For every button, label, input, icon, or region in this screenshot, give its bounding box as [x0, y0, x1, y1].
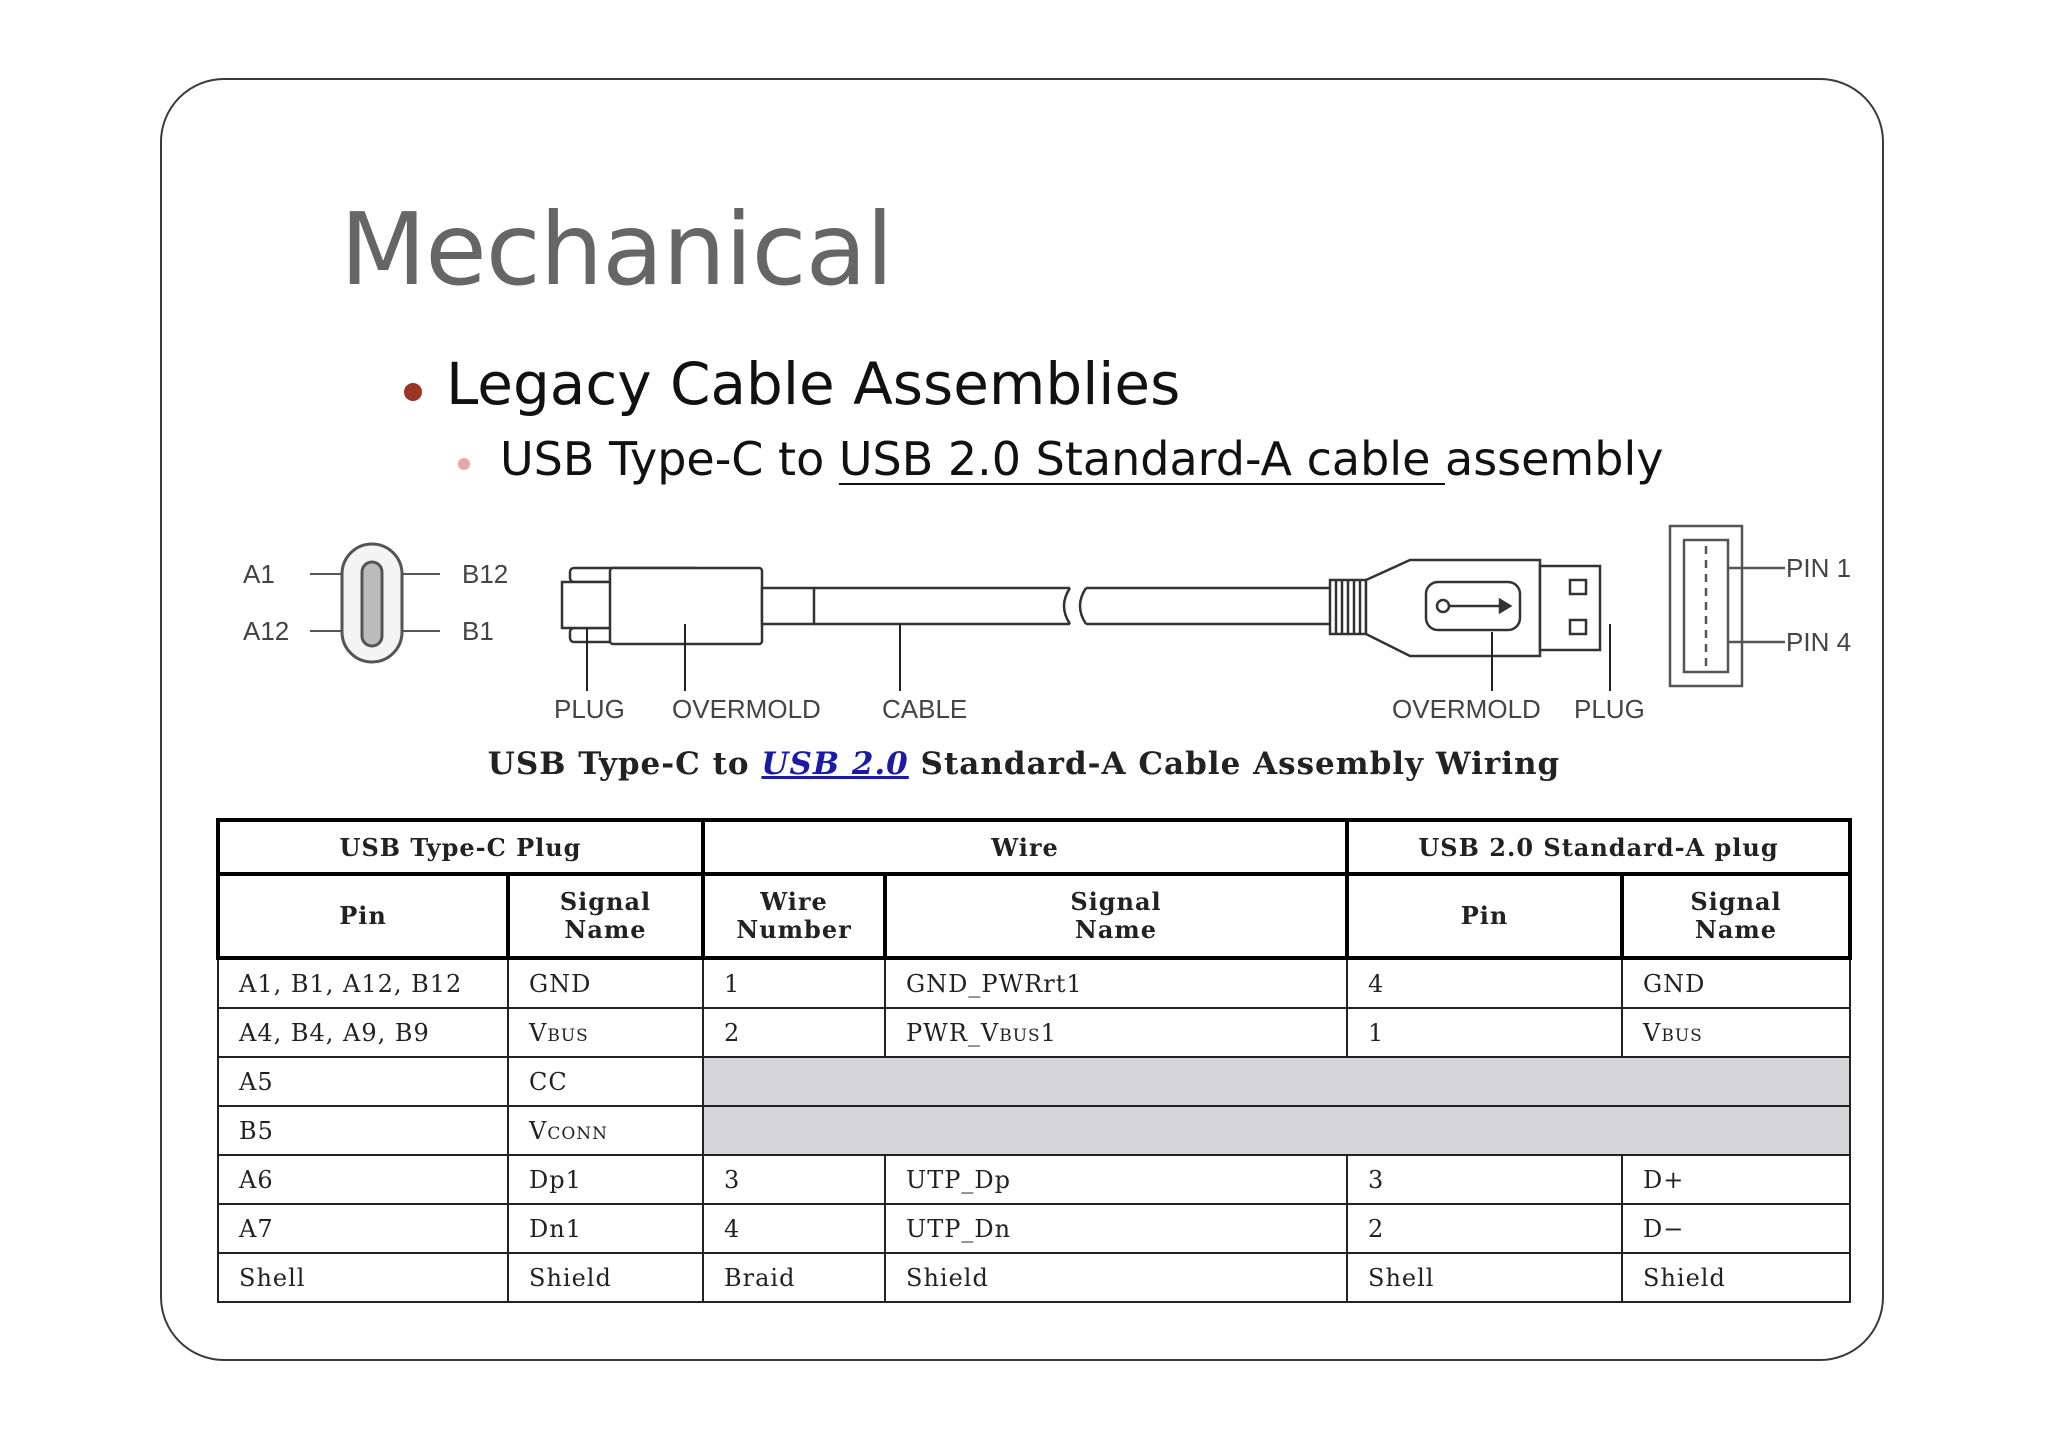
- callout-plug-left: PLUG: [554, 694, 625, 724]
- cell-usba-pin: 3: [1347, 1155, 1622, 1204]
- col-header-line: Wire: [760, 887, 828, 917]
- cable-illustration: [814, 588, 1330, 624]
- typec-label-a1: A1: [243, 559, 275, 589]
- col-header-line: Name: [564, 915, 647, 944]
- receptacle-label-pin1: PIN 1: [1786, 553, 1852, 583]
- bullet-level1-text: Legacy Cable Assemblies: [446, 350, 1181, 418]
- cell-not-connected: [703, 1106, 1850, 1155]
- cell-usba-signal: Shield: [1622, 1253, 1850, 1302]
- cell-typec-signal: Dn1: [508, 1204, 703, 1253]
- cell-typec-pin: B5: [218, 1106, 508, 1155]
- callout-overmold-left: OVERMOLD: [672, 694, 821, 724]
- table-column-header-row: [218, 874, 1850, 958]
- cell-typec-pin: A1, B1, A12, B12: [218, 958, 508, 1008]
- cell-wire-signal: Shield: [885, 1253, 1347, 1302]
- bullet-level2-text: [500, 432, 1664, 486]
- typec-face-illustration: [310, 544, 440, 662]
- table-row: [218, 1008, 1850, 1057]
- col-header-usba-pin: Pin: [1347, 874, 1622, 958]
- col-header-line: Signal: [1070, 887, 1162, 917]
- cell-typec-pin: Shell: [218, 1253, 508, 1302]
- cell-typec-signal: GND: [508, 958, 703, 1008]
- col-header-wire-signal: [885, 874, 1347, 958]
- diagram-caption: [0, 746, 2048, 782]
- col-header-usba-signal: [1622, 874, 1850, 958]
- group-header-usba: USB 2.0 Standard-A plug: [1347, 820, 1850, 874]
- cell-usba-signal: D+: [1622, 1155, 1850, 1204]
- group-header-wire: Wire: [703, 820, 1347, 874]
- col-header-line: Signal: [1690, 887, 1782, 917]
- col-header-typec-signal: [508, 874, 703, 958]
- cell-usba-pin: Shell: [1347, 1253, 1622, 1302]
- cell-not-connected: [703, 1057, 1850, 1106]
- col-header-line: Name: [1074, 915, 1158, 944]
- typec-label-b1: B1: [462, 616, 494, 646]
- cell-usba-signal: Vbus: [1622, 1008, 1850, 1057]
- caption-link-usb20[interactable]: USB 2.0: [761, 746, 909, 782]
- cell-usba-signal: D−: [1622, 1204, 1850, 1253]
- table-row: [218, 1106, 1850, 1155]
- cell-wire-signal: UTP_Dp: [885, 1155, 1347, 1204]
- caption-suffix: Standard-A Cable Assembly Wiring: [908, 746, 1561, 782]
- usb-a-receptacle-illustration: [1670, 526, 1785, 686]
- cell-wire-signal: PWR_Vbus1: [885, 1008, 1347, 1057]
- table-row: [218, 1155, 1850, 1204]
- group-header-typec: USB Type-C Plug: [218, 820, 703, 874]
- bullet-level2-suffix: assembly: [1445, 432, 1664, 486]
- cell-usba-pin: 4: [1347, 958, 1622, 1008]
- table-row: [218, 1057, 1850, 1106]
- cell-typec-signal: Dp1: [508, 1155, 703, 1204]
- cell-typec-signal: Vconn: [508, 1106, 703, 1155]
- cell-typec-pin: A4, B4, A9, B9: [218, 1008, 508, 1057]
- typec-plug-illustration: [562, 568, 814, 644]
- cell-typec-signal: Vbus: [508, 1008, 703, 1057]
- table-row: [218, 958, 1850, 1008]
- cell-wire-number: 4: [703, 1204, 885, 1253]
- cell-wire-signal: GND_PWRrt1: [885, 958, 1347, 1008]
- table-row: [218, 1253, 1850, 1302]
- cell-usba-pin: 2: [1347, 1204, 1622, 1253]
- receptacle-label-pin4: PIN 4: [1786, 627, 1852, 657]
- col-header-line: Name: [1694, 915, 1778, 944]
- typec-label-a12: A12: [243, 616, 290, 646]
- bullet-level2-underlined: USB 2.0 Standard-A cable: [838, 432, 1446, 486]
- wiring-table: [216, 818, 1852, 1303]
- slide-title: Mechanical: [340, 191, 893, 308]
- table-group-header-row: [218, 820, 1850, 874]
- cell-usba-signal: GND: [1622, 958, 1850, 1008]
- cell-wire-number: 1: [703, 958, 885, 1008]
- callout-plug-right: PLUG: [1574, 694, 1645, 724]
- cell-wire-number: 3: [703, 1155, 885, 1204]
- col-header-typec-pin: Pin: [218, 874, 508, 958]
- bullet-dot-small: [458, 458, 470, 470]
- table-row: [218, 1204, 1850, 1253]
- cell-typec-signal: Shield: [508, 1253, 703, 1302]
- cell-typec-pin: A5: [218, 1057, 508, 1106]
- cell-usba-pin: 1: [1347, 1008, 1622, 1057]
- bullet-dot: [404, 383, 422, 401]
- col-header-wire-number: [703, 874, 885, 958]
- cell-wire-signal: UTP_Dn: [885, 1204, 1347, 1253]
- cell-wire-number: Braid: [703, 1253, 885, 1302]
- typec-label-b12: B12: [462, 559, 509, 589]
- cell-wire-number: 2: [703, 1008, 885, 1057]
- callout-cable: CABLE: [882, 694, 968, 724]
- cell-typec-pin: A6: [218, 1155, 508, 1204]
- usb-a-plug-illustration: [1330, 560, 1600, 656]
- col-header-line: Number: [736, 915, 852, 944]
- col-header-line: Signal: [559, 887, 652, 917]
- cell-typec-pin: A7: [218, 1204, 508, 1253]
- cell-typec-signal: CC: [508, 1057, 703, 1106]
- caption-prefix: USB Type-C to: [487, 746, 762, 782]
- bullet-level2-prefix: USB Type-C to: [500, 432, 839, 486]
- callout-overmold-right: OVERMOLD: [1392, 694, 1541, 724]
